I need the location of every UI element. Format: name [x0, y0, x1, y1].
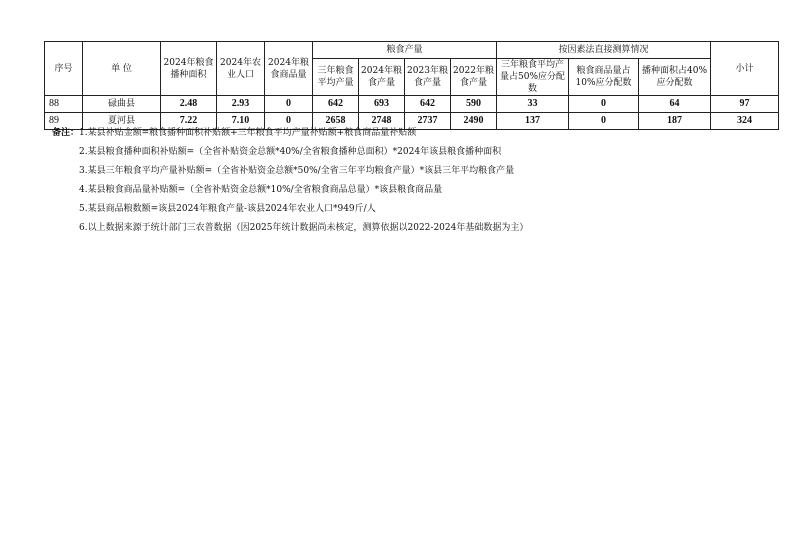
cell-output-2022: 2490	[451, 113, 497, 130]
note-text: 2.某县粮食播种面积补贴额=（全省补贴资金总额*40%/全省粮食播种总面积）*2024年该县粮食播种面积	[79, 147, 502, 157]
header-subtotal: 小计	[711, 42, 779, 96]
header-seq: 序号	[45, 42, 83, 96]
cell-avg-3yr: 642	[313, 96, 359, 113]
cell-output-2023: 642	[405, 96, 451, 113]
cell-output-2022: 590	[451, 96, 497, 113]
note-item	[52, 143, 732, 162]
cell-seq: 88	[45, 96, 83, 113]
header-row-1	[45, 42, 779, 59]
notes-section	[52, 124, 732, 238]
cell-agri-pop: 7.10	[217, 113, 265, 130]
note-item	[52, 181, 732, 200]
header-commodity: 2024年粮食商品量	[265, 42, 313, 96]
cell-factor-commodity: 0	[569, 113, 639, 130]
cell-unit: 夏河县	[83, 113, 161, 130]
cell-factor-commodity: 0	[569, 96, 639, 113]
table-row	[45, 96, 779, 113]
header-factor-area: 播种面积占40%应分配数	[639, 59, 711, 96]
cell-sown-area: 2.48	[161, 96, 217, 113]
cell-sown-area: 7.22	[161, 113, 217, 130]
cell-output-2024: 2748	[359, 113, 405, 130]
header-output-2024: 2024年粮食产量	[359, 59, 405, 96]
cell-agri-pop: 2.93	[217, 96, 265, 113]
note-item	[52, 219, 732, 238]
cell-commodity: 0	[265, 113, 313, 130]
cell-factor-area: 187	[639, 113, 711, 130]
note-text: 3.某县三年粮食平均产量补贴额=（全省补贴资金总额*50%/全省三年平均粮食产量）*该县三年平均粮食产量	[79, 166, 515, 176]
header-factor-avg: 三年粮食平均产量占50%应分配数	[497, 59, 569, 96]
note-text: 4.某县粮食商品量补贴额=（全省补贴资金总额*10%/全省粮食商品总量）*该县粮食商品量	[79, 185, 443, 195]
header-grain-output-group: 粮食产量	[313, 42, 497, 59]
cell-commodity: 0	[265, 96, 313, 113]
note-item	[52, 200, 732, 219]
header-output-2023: 2023年粮食产量	[405, 59, 451, 96]
cell-output-2024: 693	[359, 96, 405, 113]
header-agri-pop: 2024年农业人口	[217, 42, 265, 96]
header-factor-group: 按因素法直接测算情况	[497, 42, 711, 59]
cell-seq: 89	[45, 113, 83, 130]
subsidy-table	[44, 41, 779, 130]
cell-factor-avg: 137	[497, 113, 569, 130]
cell-unit: 碌曲县	[83, 96, 161, 113]
note-item	[52, 124, 732, 143]
cell-output-2023: 2737	[405, 113, 451, 130]
cell-factor-avg: 33	[497, 96, 569, 113]
note-item	[52, 162, 732, 181]
note-text: 5.某县商品粮数额=该县2024年粮食产量-该县2024年农业人口*949斤/人	[79, 204, 376, 214]
cell-subtotal: 324	[711, 113, 779, 130]
header-output-2022: 2022年粮食产量	[451, 59, 497, 96]
note-text: 1.某县补贴金额=粮食播种面积补贴额+三年粮食平均产量补贴额+粮食商品量补贴额	[79, 128, 417, 138]
cell-avg-3yr: 2658	[313, 113, 359, 130]
header-sown-area: 2024年粮食播种面积	[161, 42, 217, 96]
cell-subtotal: 97	[711, 96, 779, 113]
cell-factor-area: 64	[639, 96, 711, 113]
header-avg-3yr: 三年粮食平均产量	[313, 59, 359, 96]
notes-label: 备注：	[52, 128, 80, 138]
note-text: 6.以上数据来源于统计部门三农普数据（因2025年统计数据尚未核定，测算依据以2022-2024年基础数据为主）	[79, 223, 529, 233]
header-unit: 单 位	[83, 42, 161, 96]
header-factor-commodity: 粮食商品量占10%应分配数	[569, 59, 639, 96]
